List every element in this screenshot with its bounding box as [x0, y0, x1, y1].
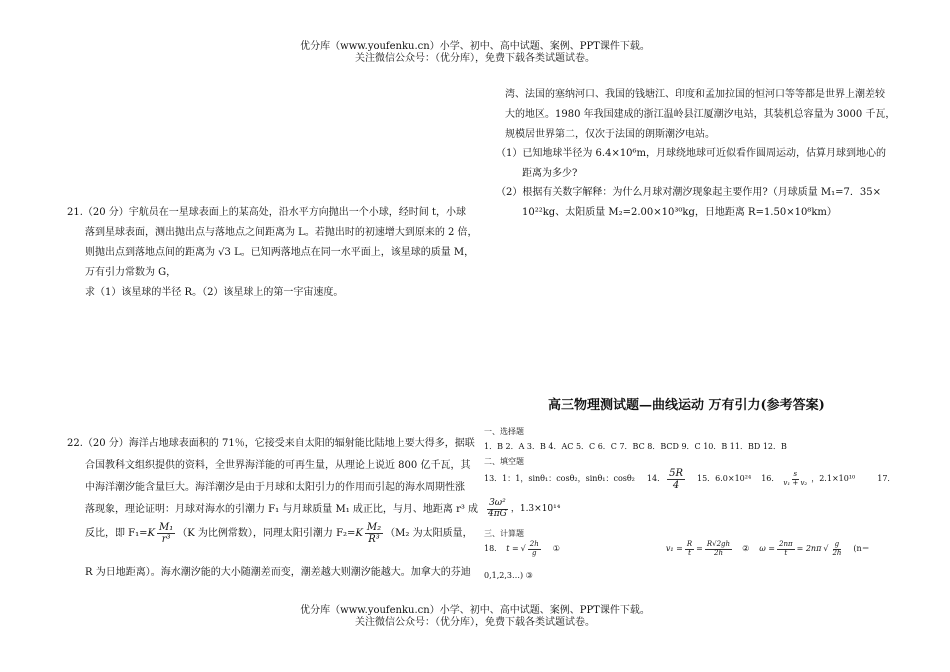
- fraction: [685, 541, 694, 557]
- fraction: [365, 522, 383, 545]
- q21-line: 则抛出点到落地点间的距离为 √3 L。已知两落地点在同一水平面上，该星球的质量 M，: [85, 247, 475, 258]
- fraction: [830, 541, 843, 557]
- q22-line: R 为日地距离）。海水潮汐能的大小随潮差而变，潮差越大则潮汐能越大。加拿大的芬迪: [85, 567, 471, 578]
- marker-1: ①: [552, 543, 560, 553]
- fraction: [667, 468, 685, 491]
- section-calc: 三、计算题: [484, 529, 524, 538]
- header-line-2: 关注微信公众号：（优分库），免费下载各类试题试卷。: [355, 53, 595, 64]
- numerator: s: [793, 470, 798, 479]
- q22c-line: 规模居世界第二，仅次于法国的朗斯潮汐电站。: [505, 129, 715, 140]
- q22c-line: 10²²kg、太阳质量 M₂=2.00×10³⁰kg，日地距离 R=1.50×10⁸km）: [522, 207, 837, 218]
- calc-18-t: t =: [506, 543, 519, 553]
- fill-13: 13．1：1，sinθ₁：cosθ₂，sinθ₁：cosθ₂: [484, 474, 635, 484]
- q21-line: 21.（20 分）宇航员在一星球表面上的某高处，沿水平方向抛出一个小球，经时间 t，小球: [67, 207, 467, 218]
- q22-text: 反比，即 F₁=: [85, 528, 148, 539]
- q21-line: 落到星球表面，测出抛出点与落地点之间距离为 L。若抛出时的初速增大到原来的 2 倍，: [85, 227, 478, 238]
- denominator: t: [688, 548, 691, 557]
- calc-n-range-cont: 0,1,2,3…) ③: [484, 571, 533, 580]
- fraction: [781, 471, 809, 487]
- fraction: [777, 541, 795, 557]
- choice-answers: 1．B 2．A 3．B 4．AC 5．C 6．C 7．BC 8．BCD 9．C 10．B 11．BD 12．B: [484, 442, 787, 451]
- numerator: g: [834, 540, 840, 548]
- fraction: [528, 541, 541, 557]
- q22-line: 落现象，理论证明：月球对海水的引潮力 F₁ 与月球质量 M₁ 成正比，与月、地距离 r³ 成: [85, 504, 479, 515]
- fill-15: 15．6.0×10²⁴: [696, 474, 752, 484]
- footer-line-1: 优分库（www.youfenku.cn）小学、初中、高中试题、案例、PPT课件下载。: [300, 605, 650, 616]
- q22-line: 合国教科文组织提供的资料，全世界海洋能的可再生量，从理论上说近 800 亿千瓦，其: [85, 460, 471, 471]
- sqrt-symbol: √: [823, 543, 829, 553]
- answer-title: 高三物理测试题—曲线运动 万有引力(参考答案): [548, 398, 825, 413]
- q22-line: 中海洋潮汐能含量巨大。海洋潮汐是由于月球和太阳引力的作用而引起的海水周期性涨: [85, 482, 465, 493]
- calc-omega: ω =: [759, 543, 776, 553]
- section-choice: 一、选择题: [484, 427, 524, 436]
- fill-16-label: 16．: [761, 474, 780, 484]
- header-line-1: 优分库（www.youfenku.cn）小学、初中、高中试题、案例、PPT课件下载。: [300, 41, 650, 52]
- denominator: 4πG: [488, 508, 507, 519]
- q22c-line: 大的地区。1980 年我国建成的浙江温岭县江厦潮汐电站，其装机总容量为 3000 千瓦，: [505, 109, 896, 120]
- denominator: r³: [161, 534, 171, 545]
- numerator: R: [686, 540, 693, 548]
- q22c-line: （1）已知地球半径为 6.4×10⁶m，月球绕地球可近似看作圆周运动，估算月球到地心的: [496, 148, 887, 159]
- sqrt-symbol: √: [520, 543, 526, 553]
- q21-line: 求（1）该星球的半径 R。（2）该星球上的第一宇宙速度。: [85, 287, 344, 298]
- fill-16-value: ，2.1×10¹⁰: [811, 474, 856, 484]
- denominator: R³: [368, 534, 380, 545]
- fraction: [486, 499, 509, 520]
- numerator: 5R: [669, 468, 683, 479]
- calc-18-line: [484, 541, 924, 557]
- q22-formula-line: [85, 522, 473, 545]
- calc-18-label: 18．: [484, 543, 503, 553]
- q22c-line: 距离为多少?: [522, 168, 578, 179]
- denominator: t: [784, 548, 788, 557]
- fraction: [705, 541, 732, 557]
- marker-2: ②: [742, 543, 750, 553]
- numerator: M₁: [159, 522, 174, 533]
- q22-k: K: [355, 528, 363, 539]
- q22c-line: （2）根据有关数字解释：为什么月球对潮汐现象起主要作用?（月球质量 M₁=7．35×: [496, 187, 881, 198]
- calc-n-range: (n＝: [853, 543, 870, 553]
- q22-k: K: [147, 528, 155, 539]
- fill-17-value: ，1.3×10¹⁴: [510, 503, 561, 514]
- section-fill: 二、填空题: [484, 457, 524, 466]
- footer-line-2: 关注微信公众号：（优分库），免费下载各类试题试卷。: [355, 617, 595, 628]
- denominator: 2h: [713, 548, 723, 557]
- numerator: M₂: [366, 522, 382, 533]
- fill-14-label: 14．: [646, 474, 666, 484]
- fraction: [157, 522, 175, 545]
- q22-line: 22.（20 分）海洋占地球表面积的 71％，它接受来自太阳的辐射能比陆地上要大得多，据联: [67, 438, 475, 449]
- denominator: 2h: [832, 548, 842, 557]
- numerator: R√2gh: [706, 540, 731, 548]
- numerator: 2h: [529, 540, 539, 548]
- q21-line: 万有引力常数为 G，: [85, 267, 177, 278]
- q22-text: （K 为比例常数），同理太阳引潮力 F₂=: [177, 528, 356, 539]
- fill-answers-line: [484, 468, 895, 491]
- denominator: 4: [672, 480, 680, 491]
- q22-text: （M₂ 为太阳质量，: [385, 528, 473, 539]
- fill-17-line: [484, 499, 560, 520]
- denominator: g: [532, 548, 537, 557]
- calc-v: v₁ =: [665, 543, 683, 553]
- numerator: 2nπ: [779, 540, 793, 548]
- equals: =: [696, 543, 703, 553]
- numerator: 3ω²: [489, 498, 506, 508]
- fill-17-label: 17．: [877, 474, 896, 484]
- denominator: v₁ + v₂: [783, 479, 808, 487]
- q22c-line: 湾、法国的塞纳河口、我国的钱塘江、印度和孟加拉国的恒河口等等都是世界上潮差较: [505, 89, 885, 100]
- calc-omega-eq: = 2nπ: [796, 543, 822, 553]
